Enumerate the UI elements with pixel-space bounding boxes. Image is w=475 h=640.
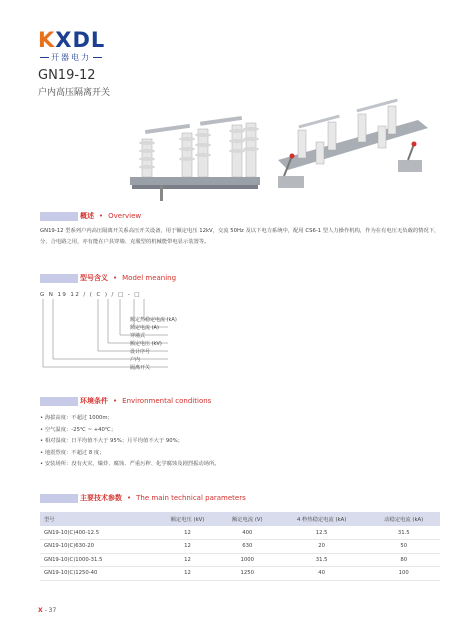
table-cell: 31.5 xyxy=(276,553,368,567)
table-cell: 1000 xyxy=(219,553,276,567)
tech-params-table xyxy=(40,512,440,581)
table-cell: 31.5 xyxy=(367,526,440,540)
heading-cn: 型号含义 xyxy=(80,274,108,282)
logo-subtitle: 开器电力 xyxy=(38,52,108,63)
product-photo-right xyxy=(268,90,438,200)
model-label-indoor: 户内 xyxy=(130,357,141,363)
logo-rest: XDL xyxy=(55,28,106,52)
model-code: G N 19 12 / ( C ) / □ - □ xyxy=(40,292,141,298)
col-model: 型号 xyxy=(40,512,156,526)
heading-bar xyxy=(40,397,78,406)
table-cell: 630 xyxy=(219,540,276,554)
table-row xyxy=(40,526,440,540)
col-rated-voltage: 额定电压 (kV) xyxy=(156,512,219,526)
heading-dot: • xyxy=(113,397,118,405)
model-label-voltage: 额定电压 (kV) xyxy=(130,341,162,347)
list-item: • 安装场所：没有火灾、爆炸、腐蚀、严重污秽、化学腐蚀及剧烈振动场所。 xyxy=(40,459,220,471)
table-cell: 12 xyxy=(156,567,219,581)
heading-cn: 主要技术参数 xyxy=(80,494,122,502)
heading-bar xyxy=(40,274,78,283)
tech-params-heading xyxy=(40,493,246,503)
table-cell: GN19-10(C)1250-40 xyxy=(40,567,156,581)
table-cell: 12 xyxy=(156,553,219,567)
table-cell: 20 xyxy=(276,540,368,554)
list-item: • 相对湿度：日平均值不大于 95%；月平均值不大于 90%； xyxy=(40,436,220,448)
table-cell: 1250 xyxy=(219,567,276,581)
product-photo-left xyxy=(120,105,280,205)
table-cell: 40 xyxy=(276,567,368,581)
page-number xyxy=(38,607,56,614)
line-switch xyxy=(43,299,168,367)
table-cell: 12.5 xyxy=(276,526,368,540)
environment-heading xyxy=(40,396,211,406)
heading-dot: • xyxy=(113,274,118,282)
product-model: GN19-12 xyxy=(38,68,96,83)
table-row xyxy=(40,567,440,581)
heading-cn: 概述 xyxy=(80,212,94,220)
heading-en: The main technical parameters xyxy=(136,494,246,502)
heading-dot: • xyxy=(99,212,104,220)
list-item: • 海拔高度：不超过 1000m； xyxy=(40,413,220,425)
table-cell: GN19-10(C)400-12.5 xyxy=(40,526,156,540)
pole-2 xyxy=(195,116,245,177)
model-label-design: 设计序号 xyxy=(130,349,151,355)
table-cell: 50 xyxy=(367,540,440,554)
table-cell: 400 xyxy=(219,526,276,540)
heading-bar xyxy=(40,212,78,221)
model-meaning-heading xyxy=(40,273,176,283)
table-cell: GN19-10(C)630-20 xyxy=(40,540,156,554)
heading-en: Model meaning xyxy=(122,274,177,282)
table-header-row xyxy=(40,512,440,526)
col-thermal-current: 4 秒热稳定电流 (kA) xyxy=(276,512,368,526)
heading-bar xyxy=(40,494,78,503)
list-item: • 空气温度：-25℃ ~ +40℃； xyxy=(40,425,220,437)
heading-dot: • xyxy=(127,494,132,502)
table-row xyxy=(40,553,440,567)
logo-wordmark: KXDL xyxy=(38,28,106,52)
table-row xyxy=(40,540,440,554)
base-shadow xyxy=(132,185,258,189)
product-name: 户内高压隔离开关 xyxy=(38,88,111,98)
table-cell: 100 xyxy=(367,567,440,581)
heading-cn: 环境条件 xyxy=(80,397,108,405)
table-cell: 80 xyxy=(367,553,440,567)
blades xyxy=(298,99,397,129)
heading-en: Environmental conditions xyxy=(122,397,212,405)
environment-list xyxy=(40,413,220,471)
page-prefix: X xyxy=(38,607,43,614)
table-cell: 12 xyxy=(156,540,219,554)
overview-heading xyxy=(40,211,141,221)
model-label-current: 额定电流 (A) xyxy=(130,325,159,331)
table-cell: 12 xyxy=(156,526,219,540)
pole-3 xyxy=(243,123,259,177)
list-item: • 地震烈度：不超过 8 度； xyxy=(40,448,220,460)
base-frame xyxy=(130,177,260,185)
model-label-thermal: 额定热稳定电流 (kA) xyxy=(130,317,177,323)
model-label-switch: 隔离开关 xyxy=(130,365,151,371)
overview-paragraph: GN19-12 型系列户内高压隔离开关系高压开关设备，用于额定电压 12kV，交流 50Hz 及以下电力系统中，配用 CS6-1 型人力操作机构，作为在有电压无负载的情况下，分、合电路之用，亦有能在户县穿墙、克服型的机械能带电显示装置等。 xyxy=(40,228,440,245)
brand-logo xyxy=(38,29,108,63)
heading-en: Overview xyxy=(108,212,142,220)
model-label-wall: 穿墙式 xyxy=(130,333,146,339)
col-rated-current: 额定电流 (V) xyxy=(219,512,276,526)
page-number-value: - 37 xyxy=(44,607,57,614)
col-dynamic-current: 动稳定电流 (kA) xyxy=(367,512,440,526)
table-cell: GN19-10(C)1000-31.5 xyxy=(40,553,156,567)
pole-1 xyxy=(139,124,195,177)
